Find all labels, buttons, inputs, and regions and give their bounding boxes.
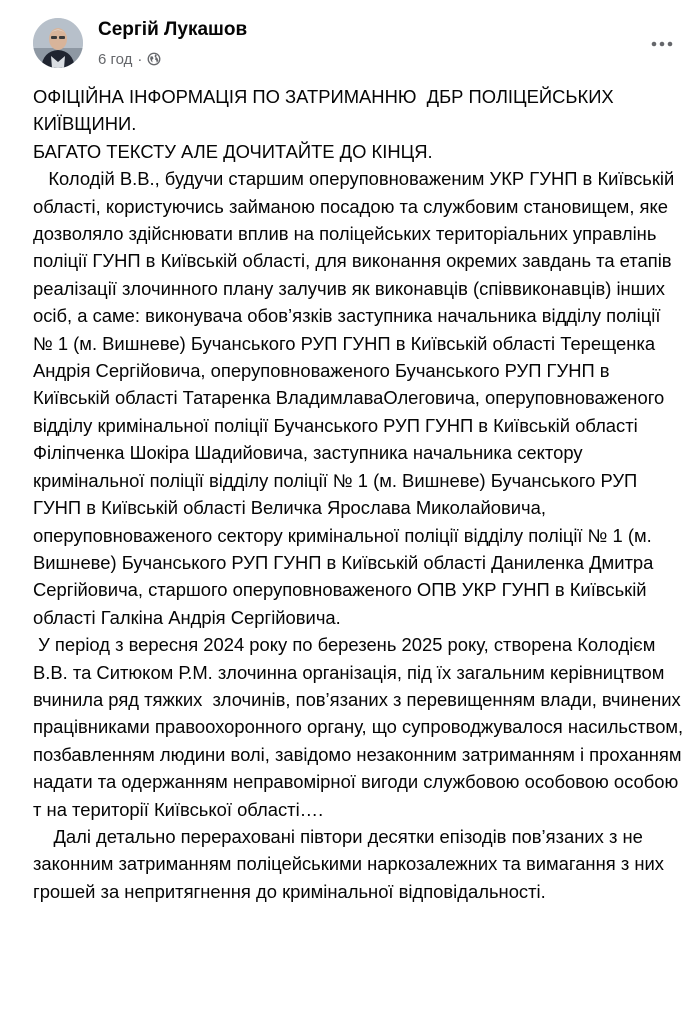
meta-separator: · [137, 50, 143, 68]
post-paragraph: Колодій В.В., будучи старшим оперуповноваженим УКР ГУНП в Київській області, користуючись займаною посадою та службовим становищем, яке дозволяло здійснювати вплив на поліцейських територіальних управлінь поліції ГУНП в Київській області, для виконання окремих завдань та етапів реалізації злочинного плану залучив як виконавців (співвиконавців) інших осіб, а саме: виконувача обов’язків заступника начальника відділу поліції № 1 (м. Вишневе) Бучанського РУП ГУНП в Київській області Терещенка Андрія Сергійовича, оперуповноваженого Бучанського РУП ГУНП в Київській області Татаренка ВладимлаваОлеговича, оперуповноваженого відділу кримінальної поліції Бучанського РУП ГУНП в Київській області Філіпченка Шокіра Шадийовича, заступника начальника сектору кримінальної поліції відділу поліції № 1 (м. Вишневе) Бучанського РУП ГУНП в Київській області Величка Ярослава Миколайовича, оперуповноваженого сектору кримінальної поліції відділу поліції № 1 (м. Вишневе) Бучанського РУП ГУНП в Київській області Даниленка Дмитра Сергійовича, старшого оперуповноваженого ОПВ УКР ГУНП в Київській області Галкіна Андрія Сергійовича. [33, 168, 680, 628]
avatar-photo [33, 18, 83, 68]
globe-icon[interactable] [147, 52, 161, 66]
post-text [33, 83, 689, 905]
post-paragraph: ОФІЦІЙНА ІНФОРМАЦІЯ ПО ЗАТРИМАННЮ ДБР ПОЛІЦЕЙСЬКИХ КИЇВЩИНИ. [33, 86, 619, 135]
post-paragraph: БАГАТО ТЕКСТУ АЛЕ ДОЧИТАЙТЕ ДО КІНЦЯ. [33, 140, 433, 162]
post-timestamp[interactable]: 6 год [98, 50, 133, 68]
post-paragraph: Далі детально перераховані півтори десятки епізодів пов’язаних з не законним затриманням поліцейськими наркозалежних та вимагання з них грошей за непритягнення до кримінальної відповідальності. [33, 825, 670, 902]
more-options-icon [651, 41, 673, 47]
post-header [0, 0, 691, 82]
avatar[interactable] [33, 18, 83, 68]
author-name[interactable]: Сергій Лукашов [98, 19, 248, 40]
post-meta [98, 49, 161, 69]
more-options-button[interactable] [640, 26, 684, 62]
post-paragraph: У період з вересня 2024 року по березень 2025 року, створена Колодієм В.В. та Ситюком Р.М. злочинна організація, під їх загальним керівництвом вчинила ряд тяжких злочинів, пов’язаних з перевищенням влади, вчинених працівниками правоохоронного органу, що супроводжувалося насильством, позбавленням людини волі, завідомо незаконним затриманням і проханням надати та одержанням неправомірної вигоди службовою особовою особою т на території Київської області…. [33, 634, 689, 820]
